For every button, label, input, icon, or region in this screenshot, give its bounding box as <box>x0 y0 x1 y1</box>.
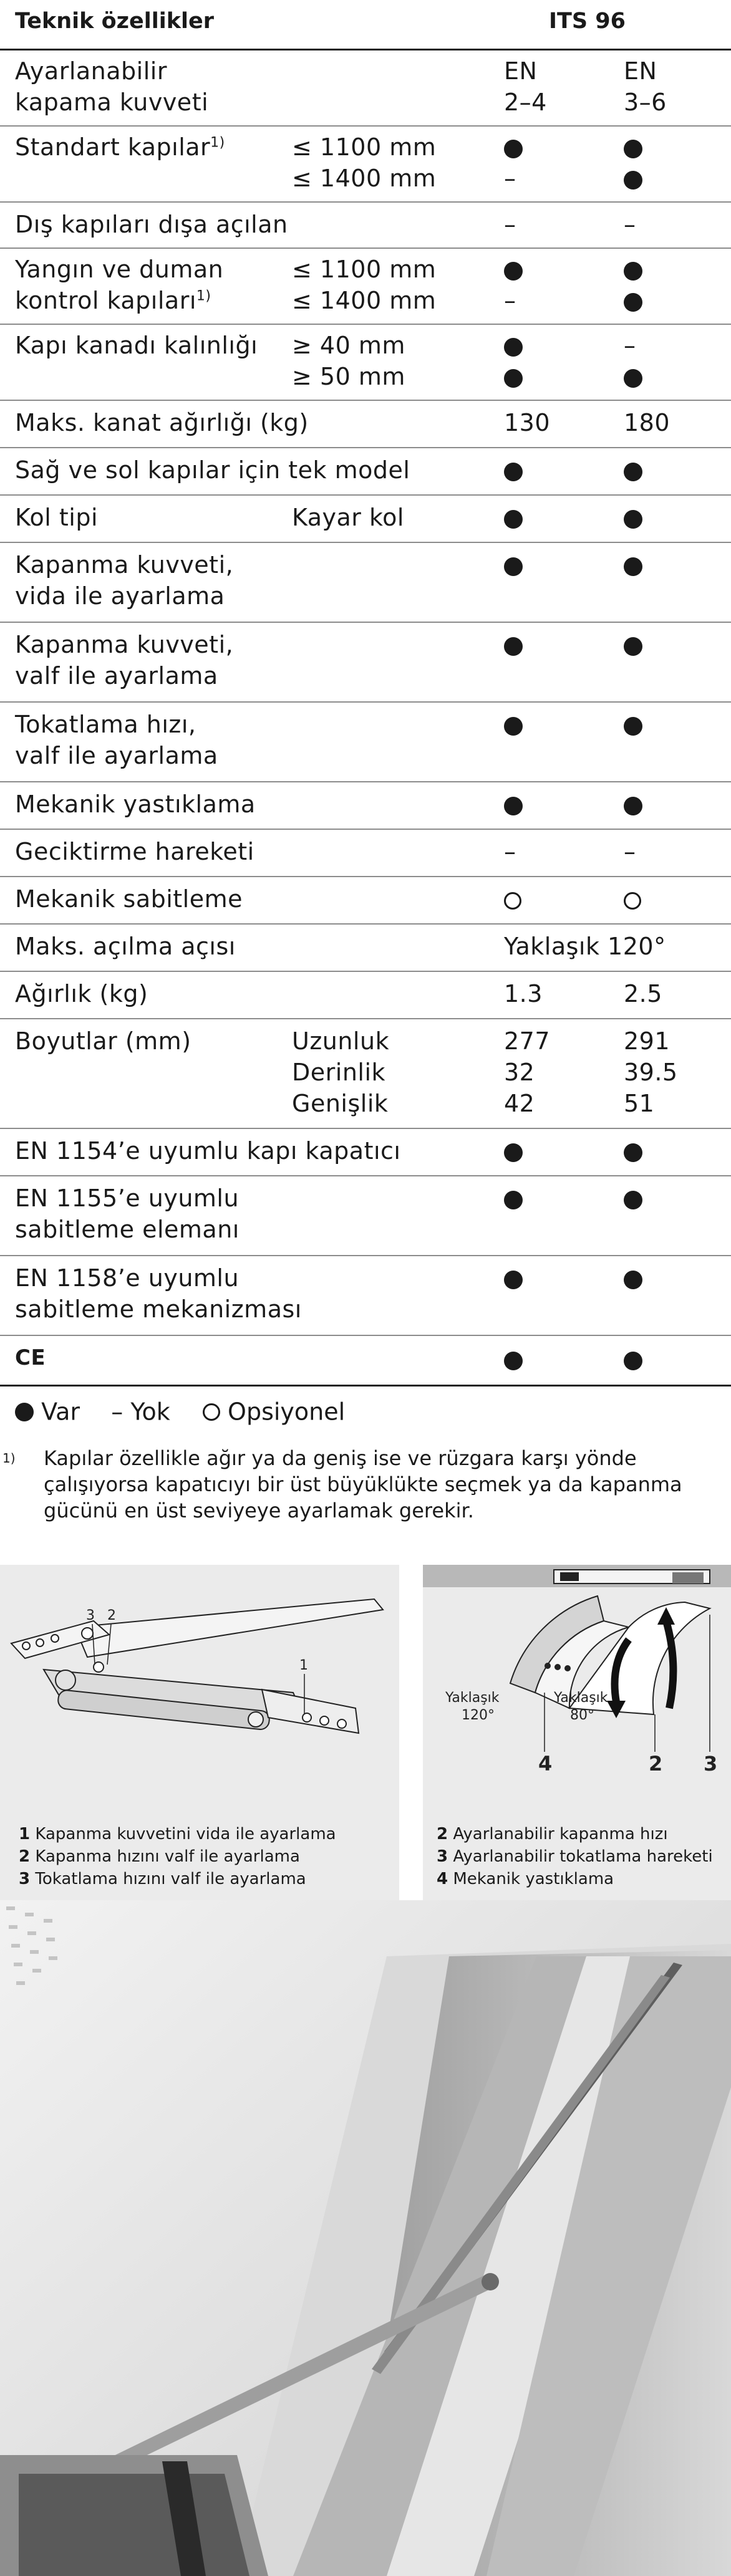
row-sub: ≤ 1100 mm ≤ 1400 mm <box>292 256 437 314</box>
row-label: EN 1158’e uyumlu sabitleme mekanizması <box>15 1264 302 1323</box>
filled-dot-icon <box>624 463 642 481</box>
legend-yok: – Yok <box>111 1398 170 1426</box>
caption-4: 4 Mekanik yastıklama <box>437 1870 614 1888</box>
hollow-ring-icon <box>504 892 521 910</box>
row-sub: ≤ 1100 mm ≤ 1400 mm <box>292 133 437 192</box>
table-row <box>0 623 731 703</box>
filled-dot-icon <box>624 1352 642 1370</box>
row-label: EN 1155’e uyumlu sabitleme elemanı <box>15 1185 240 1243</box>
row-label: Ayarlanabilir kapama kuvveti <box>15 57 209 116</box>
callout-4: 4 <box>538 1752 553 1776</box>
table-row <box>0 543 731 623</box>
installed-door-closer-photo <box>0 1900 731 2576</box>
ce-mark-icon <box>15 1343 44 1375</box>
table-title: Teknik özellikler <box>15 9 215 34</box>
row-label: Ağırlık (kg) <box>15 980 148 1007</box>
row-label: Mekanik sabitleme <box>15 885 243 913</box>
filled-dot-icon <box>504 1352 523 1370</box>
filled-dot-icon <box>15 1403 34 1421</box>
value-en-3-6: EN 3–6 <box>624 57 667 116</box>
filled-dot-icon <box>504 1191 523 1209</box>
table-row: Boyutlar (mm) Uzunluk Derinlik Genişlik 277 32 42 291 39.5 51 <box>0 1019 731 1129</box>
table-row <box>0 1256 731 1336</box>
table-row <box>0 877 731 925</box>
footnote <box>0 1445 699 1524</box>
table-row <box>0 703 731 782</box>
filled-dot-icon <box>504 338 523 357</box>
door-closer-illustration <box>0 1565 399 1802</box>
caption-2: 2 Kapanma hızını valf ile ayarlama <box>19 1847 300 1866</box>
filled-dot-icon <box>504 262 523 281</box>
max-opening-angle: Yaklaşık 120° <box>504 933 666 960</box>
row-sub: Uzunluk Derinlik Genişlik <box>292 1027 390 1117</box>
row-label: Maks. açılma açısı <box>15 933 236 960</box>
caption-3: 3 Ayarlanabilir tokatlama hareketi <box>437 1847 713 1866</box>
table-row: Geciktirme hareketi – – <box>0 830 731 877</box>
row-label: Yangın ve duman kontrol kapıları$^{1)}$ <box>15 256 224 314</box>
filled-dot-icon <box>504 717 523 736</box>
table-row: Yangın ve duman kontrol kapıları$^{1)}$ ≤ 1100 mm ≤ 1400 mm – <box>0 249 731 325</box>
filled-dot-icon <box>624 1191 642 1209</box>
table-row <box>0 782 731 830</box>
table-row <box>0 496 731 543</box>
filled-dot-icon <box>624 171 642 190</box>
svg-text:CE: CE <box>15 1346 44 1367</box>
filled-dot-icon <box>504 510 523 529</box>
closer-illustration-panel <box>0 1565 399 1906</box>
row-label: Tokatlama hızı, valf ile ayarlama <box>15 711 218 769</box>
hollow-ring-icon <box>624 892 641 910</box>
filled-dot-icon <box>504 637 523 656</box>
row-sub: Kayar kol <box>292 504 404 531</box>
caption-2: 2 Ayarlanabilir kapanma hızı <box>437 1825 668 1843</box>
filled-dot-icon <box>624 140 642 158</box>
caption-1: 1 Kapanma kuvvetini vida ile ayarlama <box>19 1825 336 1843</box>
angle-label-80b: 80° <box>570 1708 594 1723</box>
footnote-text: Kapılar özellikle ağır ya da geniş ise ve rüzgara karşı yönde çalışıyorsa kapatıcıyı bir üst büyüklükte seçmek ya da kapanma gücünü en üst seviyeye ayarlamak gerekir. <box>44 1446 682 1522</box>
filled-dot-icon <box>624 293 642 312</box>
row-label: Maks. kanat ağırlığı (kg) <box>15 409 309 436</box>
filled-dot-icon <box>504 140 523 158</box>
row-label: EN 1154’e uyumlu kapı kapatıcı <box>15 1137 401 1165</box>
filled-dot-icon <box>504 463 523 481</box>
table-row <box>0 50 731 127</box>
filled-dot-icon <box>624 717 642 736</box>
opening-angle-panel <box>423 1565 731 1906</box>
table-row: Kapı kanadı kalınlığı ≥ 40 mm ≥ 50 mm – <box>0 325 731 401</box>
hollow-ring-icon <box>203 1403 220 1421</box>
table-row: Ağırlık (kg) 1.3 2.5 <box>0 972 731 1019</box>
row-label: Kapanma kuvveti, vida ile ayarlama <box>15 551 234 610</box>
angle-label-120b: 120° <box>462 1708 495 1723</box>
row-label: Geciktirme hareketi <box>15 838 254 865</box>
filled-dot-icon <box>624 369 642 388</box>
callout-2: 2 <box>649 1752 663 1776</box>
opening-angle-diagram <box>423 1565 731 1802</box>
filled-dot-icon <box>504 797 523 815</box>
row-label: Kapı kanadı kalınlığı <box>15 332 258 359</box>
row-label: Boyutlar (mm) <box>15 1027 191 1055</box>
filled-dot-icon <box>624 1143 642 1162</box>
row-label: Kapanma kuvveti, valf ile ayarlama <box>15 631 234 690</box>
callout-3: 3 <box>704 1752 718 1776</box>
table-row <box>0 1176 731 1256</box>
table-row: Maks. kanat ağırlığı (kg) 130 180 <box>0 401 731 448</box>
row-label: Kol tipi <box>15 504 99 531</box>
callout-2: 2 <box>107 1608 116 1623</box>
table-row <box>0 925 731 972</box>
filled-dot-icon <box>504 1143 523 1162</box>
angle-label-80a: Yaklaşık <box>554 1690 608 1706</box>
table-row <box>0 1129 731 1176</box>
row-label: Dış kapıları dışa açılan <box>15 211 288 238</box>
filled-dot-icon <box>624 797 642 815</box>
filled-dot-icon <box>624 510 642 529</box>
filled-dot-icon <box>504 1271 523 1289</box>
row-label: Sağ ve sol kapılar için tek model <box>15 456 410 484</box>
filled-dot-icon <box>504 557 523 576</box>
legend-ops: Opsiyonel <box>228 1398 346 1426</box>
row-label: Mekanik yastıklama <box>15 791 256 818</box>
row-sub: ≥ 40 mm ≥ 50 mm <box>292 332 405 390</box>
caption-3: 3 Tokatlama hızını valf ile ayarlama <box>19 1870 306 1888</box>
filled-dot-icon <box>624 637 642 656</box>
filled-dot-icon <box>624 1271 642 1289</box>
footnote-mark: 1) <box>2 1451 16 1466</box>
angle-label-120a: Yaklaşık <box>445 1690 500 1706</box>
row-label: Standart kapılar$^{1)}$ <box>15 133 225 161</box>
table-header <box>0 0 731 50</box>
model-name: ITS 96 <box>549 9 626 34</box>
legend <box>15 1396 345 1426</box>
filled-dot-icon <box>624 557 642 576</box>
table-row <box>0 1336 731 1387</box>
filled-dot-icon <box>504 369 523 388</box>
table-row <box>0 448 731 496</box>
table-row: Dış kapıları dışa açılan – – <box>0 203 731 249</box>
table-row: Standart kapılar$^{1)}$ ≤ 1100 mm ≤ 1400 mm – <box>0 127 731 203</box>
value-en-2-4: EN 2–4 <box>504 57 547 116</box>
filled-dot-icon <box>624 262 642 281</box>
callout-3: 3 <box>86 1608 95 1623</box>
callout-1: 1 <box>299 1658 308 1673</box>
legend-var: Var <box>41 1398 80 1426</box>
